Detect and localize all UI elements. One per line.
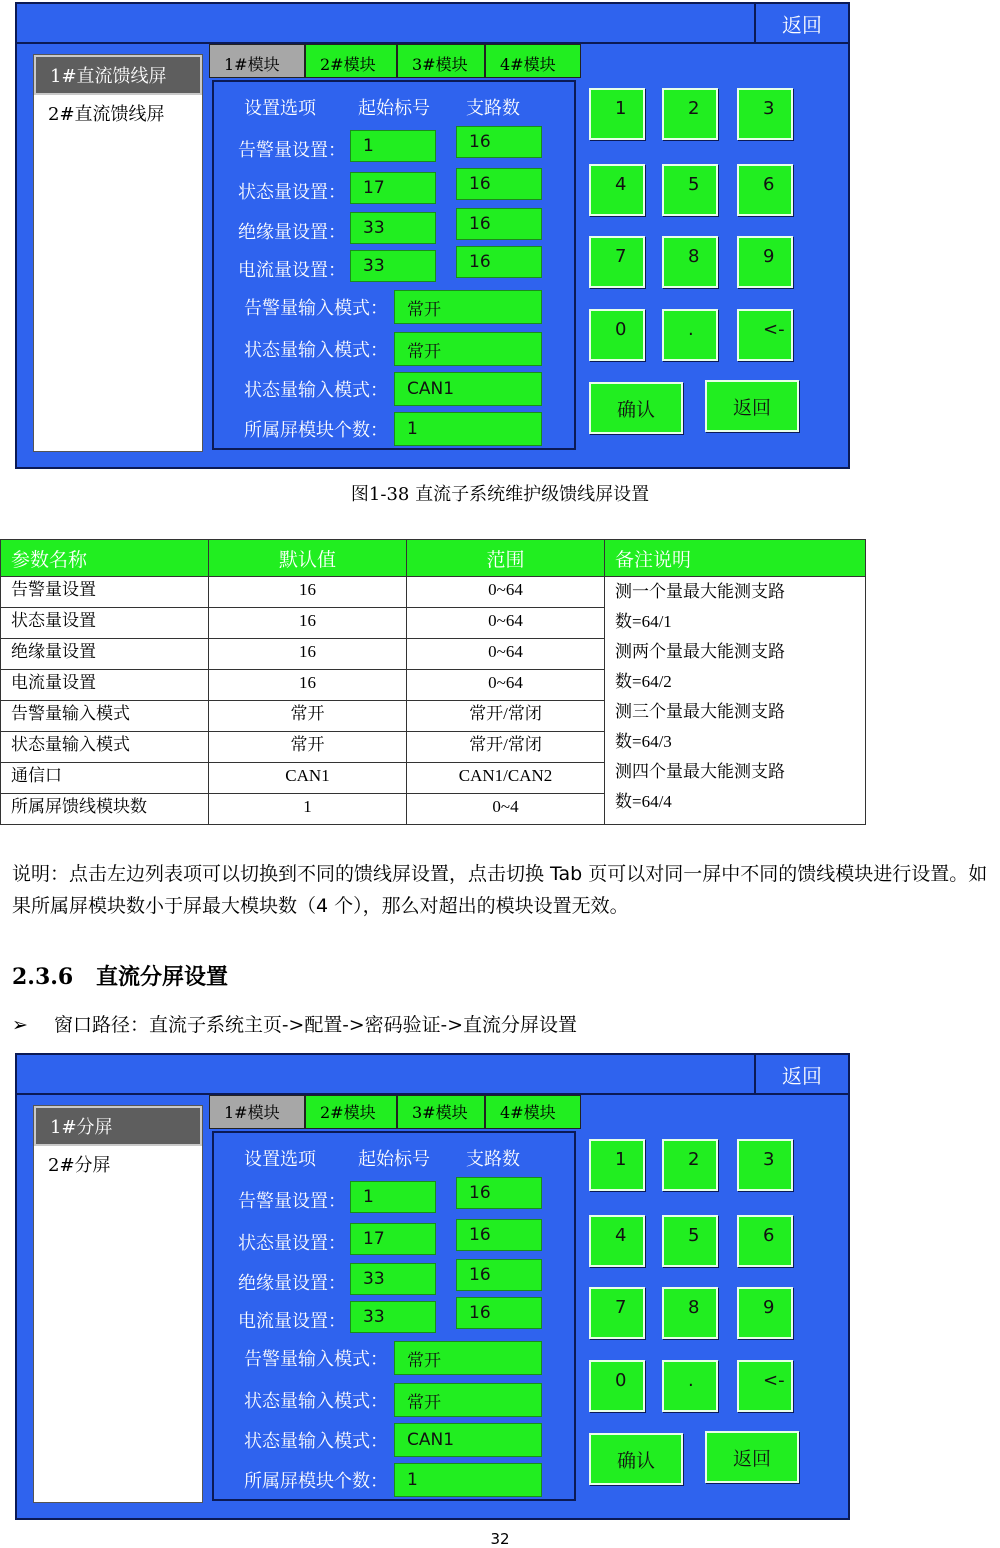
- default-value-cell: CAN1: [209, 763, 407, 794]
- section-title: 直流分屏设置: [96, 964, 229, 990]
- sub-screen-settings-panel: [15, 1053, 850, 1520]
- setting-label: 状态量设置：: [238, 1233, 346, 1254]
- default-value-cell: 16: [209, 577, 407, 608]
- section-heading: [12, 960, 228, 991]
- column-header: 起始标号: [358, 98, 430, 119]
- mode-field[interactable]: 常开: [394, 1383, 542, 1417]
- note-line: 测一个量最大能测支路: [615, 582, 785, 601]
- branch-count-field[interactable]: 16: [456, 1259, 542, 1291]
- confirm-button[interactable]: 确认: [589, 382, 683, 434]
- range-cell: 常开/常闭: [407, 732, 605, 763]
- header-default: 默认值: [209, 540, 407, 577]
- bullet-arrow-icon: ➢: [12, 1014, 28, 1036]
- branch-count-field[interactable]: 16: [456, 168, 542, 200]
- top-bar: [17, 1055, 848, 1095]
- range-cell: 0~64: [407, 639, 605, 670]
- keypad-key[interactable]: 7: [589, 1287, 645, 1339]
- start-index-field[interactable]: 1: [350, 1181, 436, 1213]
- keypad-key[interactable]: 7: [589, 236, 645, 288]
- start-index-field[interactable]: 17: [350, 172, 436, 204]
- default-value-cell: 16: [209, 639, 407, 670]
- page-number: 32: [490, 1530, 510, 1548]
- start-index-field[interactable]: 33: [350, 1301, 436, 1333]
- range-cell: 0~64: [407, 608, 605, 639]
- note-line: 测两个量最大能测支路: [615, 642, 785, 661]
- note-line: 测四个量最大能测支路: [615, 762, 785, 781]
- branch-count-field[interactable]: 16: [456, 246, 542, 278]
- screen-list-item[interactable]: 1#分屏: [34, 1106, 202, 1146]
- mode-label: 状态量输入模式：: [244, 380, 388, 401]
- mode-field[interactable]: CAN1: [394, 372, 542, 406]
- module-tabs: [209, 1095, 581, 1129]
- keypad-key[interactable]: 9: [737, 236, 793, 288]
- setting-label: 绝缘量设置：: [238, 222, 346, 243]
- branch-count-field[interactable]: 16: [456, 1297, 542, 1329]
- keypad-key[interactable]: 3: [737, 88, 793, 140]
- setting-label: 状态量设置：: [238, 182, 346, 203]
- section-number: 2.3.6: [12, 964, 74, 990]
- description-paragraph: 说明：点击左边列表项可以切换到不同的馈线屏设置，点击切换 Tab 页可以对同一屏中不同的馈线模块进行设置。如果所属屏模块数小于屏最大模块数（4 个），那么对超出的模块设置无效。: [12, 863, 988, 917]
- keypad-key[interactable]: 8: [662, 236, 718, 288]
- figure-caption: 图1-38 直流子系统维护级馈线屏设置: [350, 484, 650, 505]
- branch-count-field[interactable]: 16: [456, 126, 542, 158]
- table-header-row: [1, 540, 866, 577]
- header-notes: 备注说明: [605, 540, 866, 577]
- keypad-key[interactable]: 0: [589, 309, 645, 361]
- keypad-key[interactable]: 8: [662, 1287, 718, 1339]
- column-header: 起始标号: [358, 1149, 430, 1170]
- setting-label: 电流量设置：: [238, 1311, 346, 1332]
- tab-module-4[interactable]: 4#模块: [485, 44, 581, 78]
- tab-module-1[interactable]: 1#模块: [209, 44, 305, 78]
- window-path: [12, 1010, 577, 1037]
- keypad-key[interactable]: 6: [737, 164, 793, 216]
- param-name-cell: 绝缘量设置: [1, 639, 209, 670]
- back-button[interactable]: 返回: [705, 1431, 799, 1483]
- column-header: 设置选项: [244, 98, 316, 119]
- mode-label: 所属屏模块个数：: [244, 420, 388, 441]
- start-index-field[interactable]: 33: [350, 212, 436, 244]
- param-name-cell: 告警量设置: [1, 577, 209, 608]
- confirm-button[interactable]: 确认: [589, 1433, 683, 1485]
- mode-label: 告警量输入模式：: [244, 1349, 388, 1370]
- keypad-key[interactable]: 0: [589, 1360, 645, 1412]
- keypad-key[interactable]: 4: [589, 1215, 645, 1267]
- param-name-cell: 状态量输入模式: [1, 732, 209, 763]
- tab-module-2[interactable]: 2#模块: [305, 44, 397, 78]
- keypad-key[interactable]: <-: [737, 309, 793, 361]
- top-bar: [17, 4, 848, 44]
- keypad-key[interactable]: 5: [662, 164, 718, 216]
- mode-label: 状态量输入模式：: [244, 1391, 388, 1412]
- window-path-text: 窗口路径：直流子系统主页->配置->密码验证->直流分屏设置: [54, 1014, 578, 1036]
- start-index-field[interactable]: 33: [350, 1263, 436, 1295]
- range-cell: 0~64: [407, 577, 605, 608]
- keypad-key[interactable]: 9: [737, 1287, 793, 1339]
- branch-count-field[interactable]: 16: [456, 208, 542, 240]
- keypad-key[interactable]: 3: [737, 1139, 793, 1191]
- range-cell: CAN1/CAN2: [407, 763, 605, 794]
- range-cell: 0~4: [407, 794, 605, 825]
- range-cell: 常开/常闭: [407, 701, 605, 732]
- keypad-key[interactable]: 5: [662, 1215, 718, 1267]
- notes-cell: [605, 577, 866, 825]
- mode-label: 状态量输入模式：: [244, 340, 388, 361]
- branch-count-field[interactable]: 16: [456, 1219, 542, 1251]
- screen-list-item[interactable]: 2#直流馈线屏: [48, 104, 165, 125]
- mode-field[interactable]: 1: [394, 1463, 542, 1497]
- keypad-key[interactable]: 6: [737, 1215, 793, 1267]
- mode-field[interactable]: 常开: [394, 1341, 542, 1375]
- keypad-key[interactable]: 2: [662, 88, 718, 140]
- screen-list: [33, 1105, 203, 1503]
- tab-module-4[interactable]: 4#模块: [485, 1095, 581, 1129]
- mode-field[interactable]: CAN1: [394, 1423, 542, 1457]
- note-line: 测三个量最大能测支路: [615, 702, 785, 721]
- mode-label: 状态量输入模式：: [244, 1431, 388, 1452]
- param-name-cell: 电流量设置: [1, 670, 209, 701]
- note-line: 数=64/3: [615, 732, 672, 751]
- branch-count-field[interactable]: 16: [456, 1177, 542, 1209]
- screen-list: [33, 54, 203, 452]
- tab-module-1[interactable]: 1#模块: [209, 1095, 305, 1129]
- param-name-cell: 通信口: [1, 763, 209, 794]
- setting-label: 告警量设置：: [238, 140, 346, 161]
- note-line: 数=64/1: [615, 612, 672, 631]
- top-back-button[interactable]: 返回: [754, 4, 848, 42]
- tab-module-3[interactable]: 3#模块: [397, 44, 485, 78]
- column-header: 设置选项: [244, 1149, 316, 1170]
- top-back-button[interactable]: 返回: [754, 1055, 848, 1093]
- feeder-screen-settings-panel: [15, 2, 850, 469]
- keypad-key[interactable]: 1: [589, 88, 645, 140]
- module-tabs: [209, 44, 581, 78]
- keypad-key[interactable]: 2: [662, 1139, 718, 1191]
- setting-label: 绝缘量设置：: [238, 1273, 346, 1294]
- settings-form: [212, 1131, 576, 1501]
- mode-field[interactable]: 常开: [394, 290, 542, 324]
- keypad-key[interactable]: .: [662, 1360, 718, 1412]
- default-value-cell: 常开: [209, 701, 407, 732]
- screen-list-item[interactable]: 1#直流馈线屏: [34, 55, 202, 95]
- start-index-field[interactable]: 1: [350, 130, 436, 162]
- mode-field[interactable]: 常开: [394, 332, 542, 366]
- default-value-cell: 16: [209, 608, 407, 639]
- mode-field[interactable]: 1: [394, 412, 542, 446]
- note-line: 数=64/2: [615, 672, 672, 691]
- screen-list-item[interactable]: 2#分屏: [48, 1155, 111, 1176]
- keypad-key[interactable]: <-: [737, 1360, 793, 1412]
- mode-label: 所属屏模块个数：: [244, 1471, 388, 1492]
- keypad-key[interactable]: .: [662, 309, 718, 361]
- param-name-cell: 所属屏馈线模块数: [1, 794, 209, 825]
- table-row: [1, 577, 866, 608]
- range-cell: 0~64: [407, 670, 605, 701]
- setting-label: 告警量设置：: [238, 1191, 346, 1212]
- settings-form: [212, 80, 576, 450]
- start-index-field[interactable]: 33: [350, 250, 436, 282]
- back-button[interactable]: 返回: [705, 380, 799, 432]
- header-range: 范围: [407, 540, 605, 577]
- keypad-key[interactable]: 4: [589, 164, 645, 216]
- setting-label: 电流量设置：: [238, 260, 346, 281]
- header-param-name: 参数名称: [1, 540, 209, 577]
- note-line: 数=64/4: [615, 792, 672, 811]
- keypad-key[interactable]: 1: [589, 1139, 645, 1191]
- mode-label: 告警量输入模式：: [244, 298, 388, 319]
- tab-module-2[interactable]: 2#模块: [305, 1095, 397, 1129]
- param-name-cell: 状态量设置: [1, 608, 209, 639]
- column-header: 支路数: [466, 1149, 520, 1170]
- start-index-field[interactable]: 17: [350, 1223, 436, 1255]
- parameter-table: [0, 539, 866, 825]
- default-value-cell: 1: [209, 794, 407, 825]
- default-value-cell: 常开: [209, 732, 407, 763]
- column-header: 支路数: [466, 98, 520, 119]
- param-name-cell: 告警量输入模式: [1, 701, 209, 732]
- default-value-cell: 16: [209, 670, 407, 701]
- tab-module-3[interactable]: 3#模块: [397, 1095, 485, 1129]
